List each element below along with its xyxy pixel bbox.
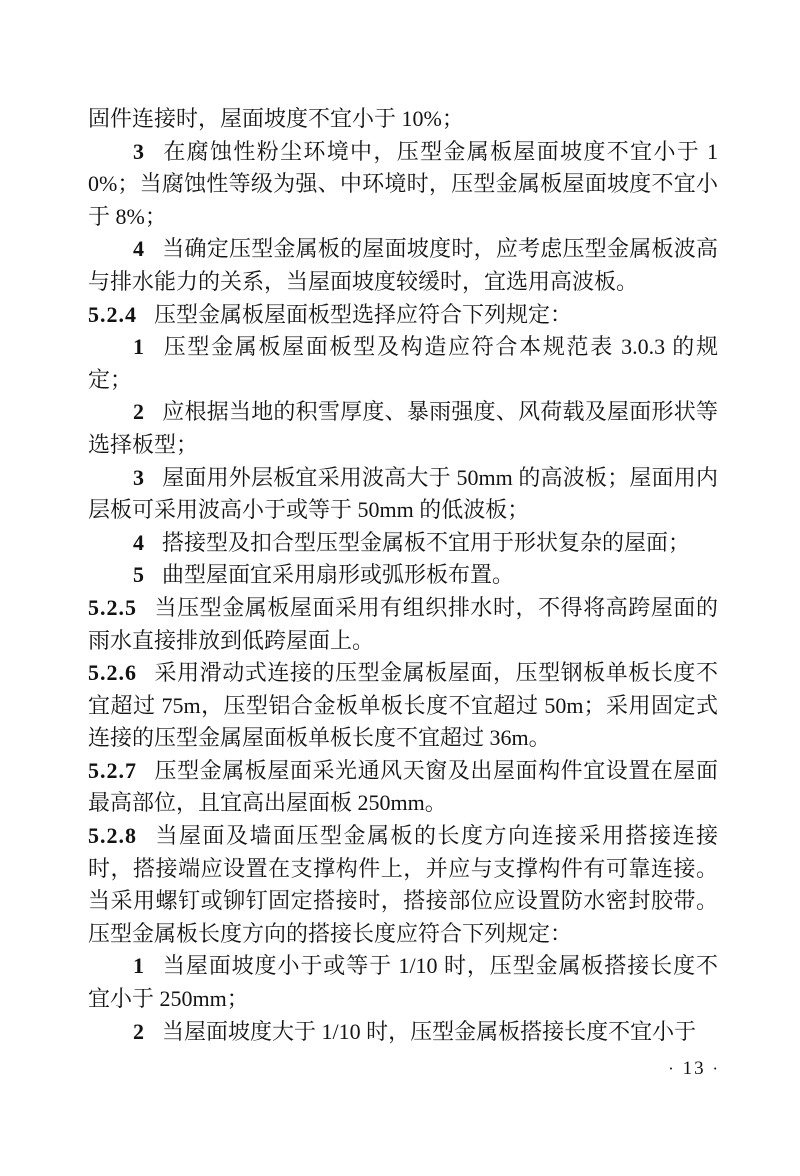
item-number: 1 [133,953,145,979]
item-number: 5 [133,562,145,588]
list-item [88,136,718,234]
list-item [88,396,718,461]
list-item [88,1016,718,1049]
list-item [88,950,718,1015]
list-item [88,233,718,298]
paragraph-text: 当屋面坡度大于 1/10 时，压型金属板搭接长度不宜小于 [162,1018,697,1044]
item-number: 1 [133,334,145,360]
item-number: 2 [133,399,145,425]
paragraph-text: 屋面用外层板宜采用波高大于 50mm 的高波板；屋面用内层板可采用波高小于或等于 50mm 的低波板； [88,464,718,523]
clause-paragraph [88,820,718,950]
clause-paragraph [88,299,718,332]
item-number: 2 [133,1018,145,1044]
paragraph-text: 曲型屋面宜采用扇形或弧形板布置。 [162,562,515,588]
paragraph-text: 当压型金属板屋面采用有组织排水时，不得将高跨屋面的雨水直接排放到低跨屋面上。 [88,594,718,653]
clause-number: 5.2.7 [88,757,137,783]
paragraph-text: 当屋面及墙面压型金属板的长度方向连接采用搭接连接时，搭接端应设置在支撑构件上，并应与支撑构件有可靠连接。当采用螺钉或铆钉固定搭接时，搭接部位应设置防水密封胶带。压型金属板长度方向的搭接长度应符合下列规定： [88,823,718,946]
item-number: 3 [133,138,145,164]
page-number-right-dot: · [712,1059,720,1078]
page-number-left-dot: · [668,1059,676,1078]
paragraph-text: 采用滑动式连接的压型金属板屋面，压型钢板单板长度不宜超过 75m，压型铝合金板单板长度不宜超过 50m；采用固定式连接的压型金属屋面板单板长度不宜超过 36m。 [88,660,718,751]
item-number: 4 [133,236,145,262]
clause-paragraph [88,592,718,657]
list-item [88,331,718,396]
page-number-value: 13 [682,1058,706,1079]
clause-number: 5.2.6 [88,660,137,686]
paragraph-text: 压型金属板屋面采光通风天窗及出屋面构件宜设置在屋面最高部位，且宜高出屋面板 250mm。 [88,757,718,816]
body-text [88,103,718,1048]
paragraph-text: 搭接型及扣合型压型金属板不宜用于形状复杂的屋面； [162,529,691,555]
paragraph-text: 在腐蚀性粉尘环境中，压型金属板屋面坡度不宜小于 10%；当腐蚀性等级为强、中环境时，压型金属板屋面坡度不宜小于 8%； [88,138,718,229]
list-item [88,527,718,560]
paragraph-text: 当确定压型金属板的屋面坡度时，应考虑压型金属板波高与排水能力的关系，当屋面坡度较缓时，宜选用高波板。 [88,236,718,294]
list-item [88,559,718,592]
clause-number: 5.2.8 [88,823,137,849]
clause-paragraph [88,657,718,755]
clause-number: 5.2.4 [88,301,137,327]
clause-number: 5.2.5 [88,594,137,620]
clause-paragraph [88,755,718,820]
page-number [668,1058,720,1080]
paragraph-text: 固件连接时，屋面坡度不宜小于 10%； [88,106,464,131]
paragraph-text: 当屋面坡度小于或等于 1/10 时，压型金属板搭接长度不宜小于 250mm； [88,953,718,1012]
paragraph-continuation [88,103,718,136]
paragraph-text: 应根据当地的积雪厚度、暴雨强度、风荷载及屋面形状等选择板型； [88,399,718,457]
list-item [88,462,718,527]
item-number: 3 [133,464,145,490]
paragraph-text: 压型金属板屋面板型选择应符合下列规定： [154,301,573,327]
item-number: 4 [133,529,145,555]
paragraph-text: 压型金属板屋面板型及构造应符合本规范表 3.0.3 的规定； [88,334,718,392]
